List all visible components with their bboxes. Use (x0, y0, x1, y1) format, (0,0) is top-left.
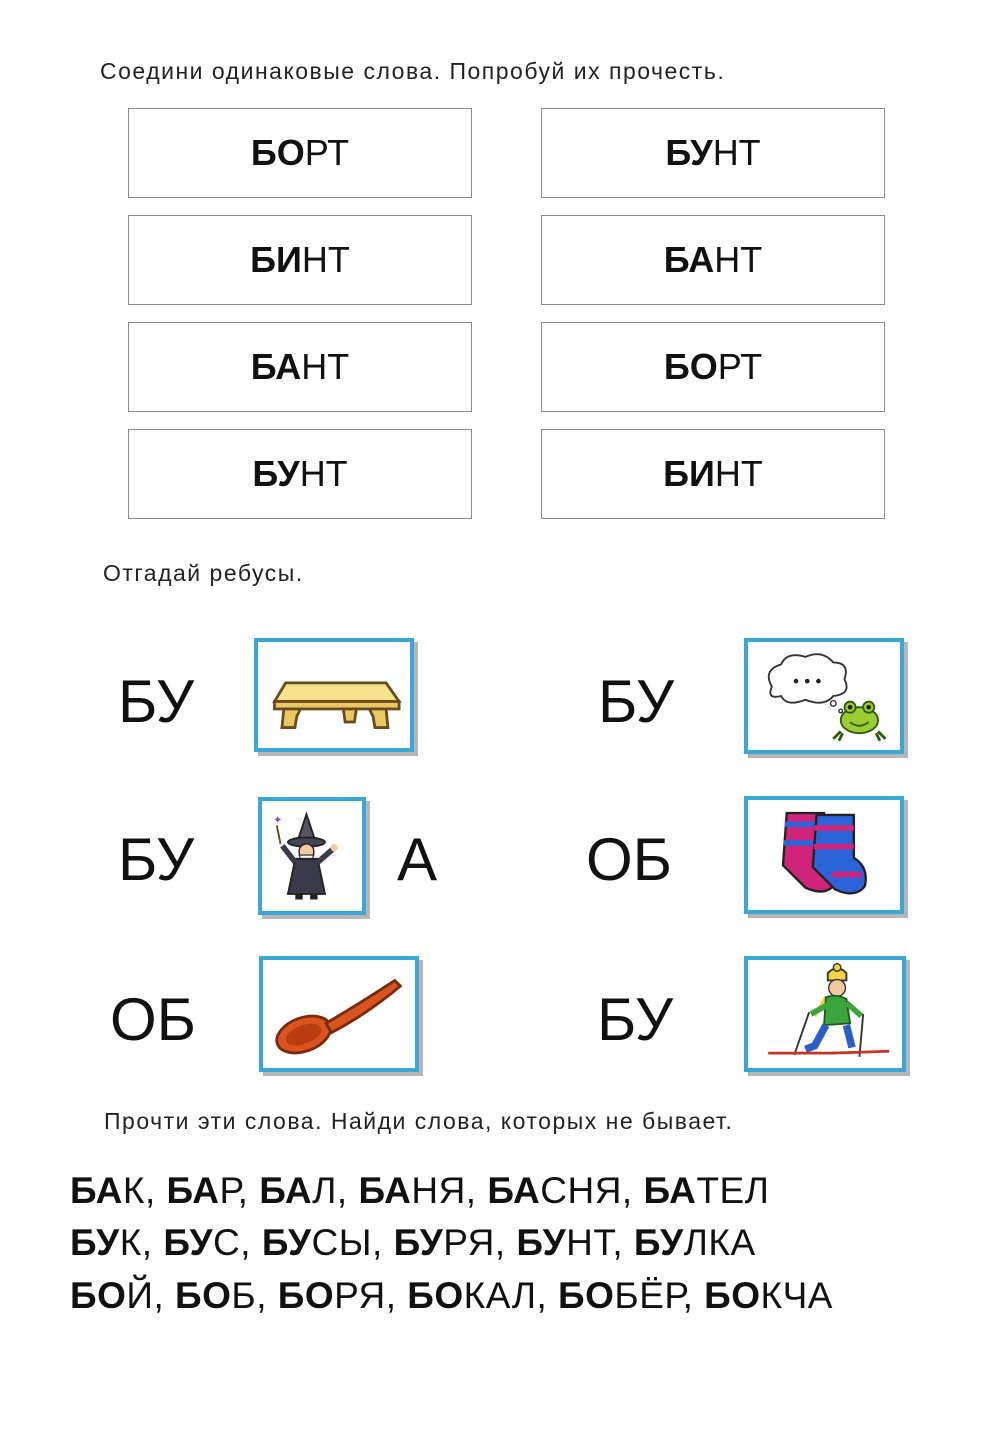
syllable: БУ (261, 1222, 312, 1263)
word-syllable: БУ (252, 453, 300, 494)
rebus-prefix: БУ (598, 668, 675, 735)
syllable: БУ (633, 1222, 684, 1263)
word-ending: С, (213, 1222, 262, 1263)
wizard-picture (258, 797, 366, 915)
skier-icon (748, 960, 902, 1068)
socks-picture (744, 796, 904, 914)
svg-text:✦: ✦ (273, 813, 283, 827)
word-card[interactable] (128, 429, 472, 519)
rebus-prefix: БУ (118, 668, 195, 735)
word-ending: НТ (301, 239, 350, 280)
word-card[interactable] (541, 108, 885, 198)
syllable: БО (704, 1275, 761, 1316)
syllable: БУ (163, 1222, 214, 1263)
word-ending: Й, (126, 1275, 176, 1316)
spoon-icon (263, 960, 415, 1068)
word-syllable: БИ (663, 453, 715, 494)
word-ending: НЯ, (411, 1170, 488, 1211)
syllable: БО (175, 1275, 232, 1316)
rebus-prefix: ОБ (110, 986, 197, 1053)
word-syllable: БУ (665, 132, 713, 173)
frog-thinking-icon (748, 642, 900, 750)
word-ending: Б, (231, 1275, 278, 1316)
socks-icon (748, 800, 900, 910)
instruction-match-words: Соедини одинаковые слова. Попробуй их прочесть. (100, 58, 726, 84)
word-ending: СЫ, (311, 1222, 394, 1263)
syllable-line-ba (70, 1170, 769, 1212)
syllable: БО (70, 1275, 127, 1316)
instruction-find-words: Прочти эти слова. Найди слова, которых не бывает. (104, 1108, 734, 1134)
word-ending: НТ, (566, 1222, 634, 1263)
word-syllable: БО (663, 346, 718, 387)
word-card[interactable] (541, 429, 885, 519)
rebus-prefix: ОБ (586, 826, 673, 893)
word-ending: КАЛ, (463, 1275, 559, 1316)
word-ending: ТЕЛ (696, 1170, 770, 1211)
syllable: БА (166, 1170, 220, 1211)
word-ending: НТ (712, 132, 761, 173)
word-ending: НТ (301, 346, 350, 387)
syllable-line-bu (70, 1222, 756, 1264)
instruction-rebuses: Отгадай ребусы. (103, 560, 304, 586)
word-card[interactable] (128, 215, 472, 305)
word-ending: РТ (304, 132, 350, 173)
syllable: БУ (393, 1222, 444, 1263)
syllable: БУ (516, 1222, 567, 1263)
word-ending: К, (122, 1170, 167, 1211)
word-ending: КЧА (760, 1275, 833, 1316)
syllable: БУ (70, 1222, 120, 1263)
word-card[interactable] (541, 322, 885, 412)
syllable: БО (277, 1275, 335, 1316)
word-card[interactable] (128, 322, 472, 412)
word-ending: ЛКА (683, 1222, 756, 1263)
syllable: БА (487, 1170, 541, 1211)
word-ending: РЯ, (334, 1275, 408, 1316)
syllable-line-bo (70, 1275, 833, 1317)
syllable: БА (259, 1170, 313, 1211)
word-ending: СНЯ, (540, 1170, 644, 1211)
word-ending: НТ (299, 453, 348, 494)
word-ending: НТ (714, 239, 763, 280)
word-syllable: БИ (250, 239, 302, 280)
syllable: БО (558, 1275, 615, 1316)
syllable: БА (643, 1170, 697, 1211)
word-ending: РЯ, (443, 1222, 517, 1263)
rebus-prefix: БУ (118, 826, 195, 893)
word-ending: Р, (219, 1170, 260, 1211)
bench-icon (258, 642, 410, 748)
syllable: БА (70, 1170, 123, 1211)
word-syllable: БА (663, 239, 715, 280)
word-card[interactable] (541, 215, 885, 305)
word-syllable: БА (250, 346, 302, 387)
skier-picture (744, 956, 906, 1072)
word-ending: Л, (312, 1170, 359, 1211)
frog-thinking-picture (744, 638, 904, 754)
rebus-suffix: А (397, 826, 438, 893)
rebus-prefix: БУ (597, 986, 674, 1053)
bench-picture (254, 638, 414, 752)
word-ending: РТ (717, 346, 763, 387)
word-ending: НТ (714, 453, 763, 494)
word-syllable: БО (250, 132, 305, 173)
word-card[interactable] (128, 108, 472, 198)
wizard-icon (262, 801, 362, 911)
spoon-picture (259, 956, 419, 1072)
syllable: БО (407, 1275, 464, 1316)
word-ending: К, (119, 1222, 164, 1263)
syllable: БА (358, 1170, 412, 1211)
word-ending: БЁР, (614, 1275, 705, 1316)
